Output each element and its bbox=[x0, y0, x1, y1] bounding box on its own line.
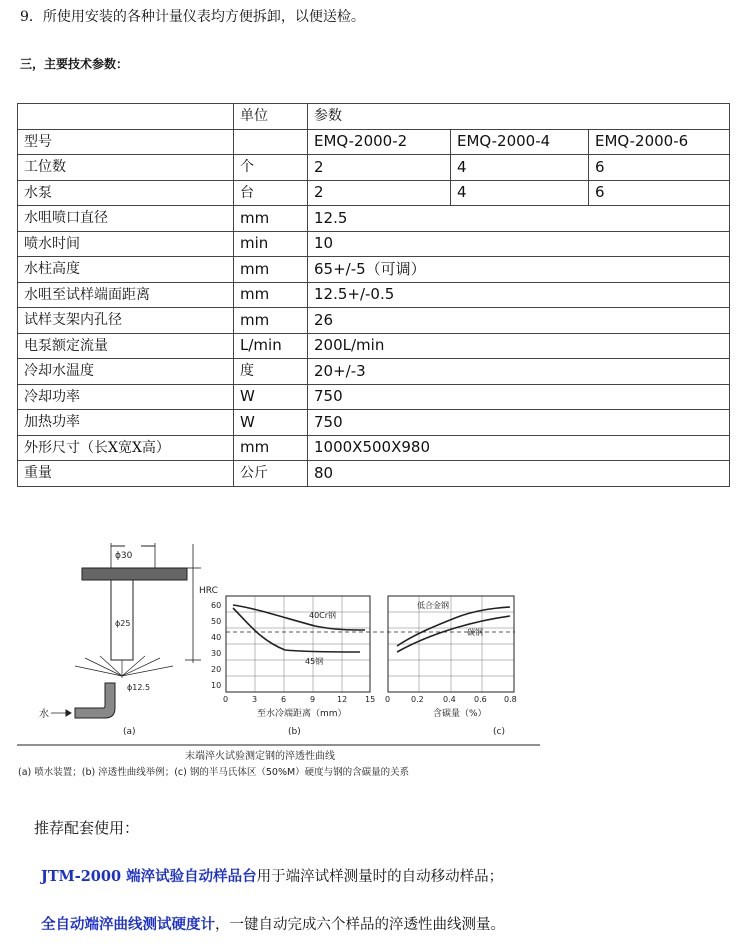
table-row bbox=[18, 231, 730, 257]
curve-carbon bbox=[397, 616, 510, 652]
table-row bbox=[18, 180, 730, 206]
table-cell: 6 bbox=[589, 180, 730, 206]
table-cell bbox=[234, 129, 308, 155]
caption-text: (a) 喷水装置；(b) 淬透性曲线举例；(c) 钢的半马氏体区（50%M）硬度与钢的含碳量的关系 bbox=[18, 767, 410, 778]
table-cell: 台 bbox=[234, 180, 308, 206]
table-row bbox=[18, 359, 730, 385]
curve-40cr bbox=[233, 605, 365, 630]
table-cell: 4 bbox=[451, 155, 589, 181]
table-cell: 水咀喷口直径 bbox=[18, 206, 234, 232]
table-cell: 重量 bbox=[18, 461, 234, 487]
table-cell: 2 bbox=[308, 155, 451, 181]
phi125-label: ϕ12.5 bbox=[127, 683, 151, 692]
xlabel-c: 含碳量（%） bbox=[433, 709, 487, 719]
y-tick: 10 bbox=[211, 681, 222, 690]
table-cell: EMQ-2000-2 bbox=[308, 129, 451, 155]
item-9-text: 9．所使用安装的各种计量仪表均方便拆卸，以便送检。 bbox=[20, 9, 365, 25]
product-link-hardness-tester[interactable]: 全自动端淬曲线测试硬度计 bbox=[41, 916, 215, 933]
table-cell: 电泵额定流量 bbox=[18, 333, 234, 359]
y-tick: 20 bbox=[211, 665, 222, 674]
carbon-content-chart bbox=[385, 596, 517, 737]
y-tick: 60 bbox=[211, 601, 222, 610]
table-row bbox=[18, 384, 730, 410]
table-cell: 1000X500X980 bbox=[308, 435, 730, 461]
table-cell: 2 bbox=[308, 180, 451, 206]
section-title: 三，主要技术参数： bbox=[20, 57, 129, 71]
table-row bbox=[18, 308, 730, 334]
x-tick: 12 bbox=[337, 695, 348, 704]
label-carbon: 碳钢 bbox=[467, 628, 483, 637]
table-cell: 冷却水温度 bbox=[18, 359, 234, 385]
x-tick: 6 bbox=[281, 695, 287, 704]
y-tick: 50 bbox=[211, 617, 222, 626]
table-cell: 参数 bbox=[308, 104, 730, 130]
table-cell: 工位数 bbox=[18, 155, 234, 181]
table-row bbox=[18, 410, 730, 436]
params-table bbox=[17, 103, 730, 487]
hardenability-chart bbox=[199, 586, 375, 737]
nozzle-pipe bbox=[75, 683, 115, 718]
table-row bbox=[18, 435, 730, 461]
table-cell: 外形尺寸（长X宽X高） bbox=[18, 435, 234, 461]
label-40cr: 40Cr钢 bbox=[309, 611, 337, 620]
phi25-label: ϕ25 bbox=[115, 619, 131, 628]
table-cell: L/min bbox=[234, 333, 308, 359]
table-cell: 个 bbox=[234, 155, 308, 181]
table-cell: 水泵 bbox=[18, 180, 234, 206]
label-45: 45钢 bbox=[305, 657, 324, 666]
curve-low-alloy bbox=[397, 607, 510, 646]
table-cell: mm bbox=[234, 257, 308, 283]
table-row bbox=[18, 155, 730, 181]
table-cell: 单位 bbox=[234, 104, 308, 130]
water-label: 水 bbox=[39, 709, 49, 720]
table-cell: 水柱高度 bbox=[18, 257, 234, 283]
table-cell: 65+/-5（可调） bbox=[308, 257, 730, 283]
table-cell: EMQ-2000-6 bbox=[589, 129, 730, 155]
hrc-label: HRC bbox=[199, 586, 218, 596]
x-tick: 15 bbox=[365, 695, 376, 704]
recommend-item-1-text: 用于端淬试样测量时的自动移动样品； bbox=[256, 869, 504, 885]
table-cell: 型号 bbox=[18, 129, 234, 155]
table-cell: W bbox=[234, 384, 308, 410]
x-tick: 3 bbox=[252, 695, 258, 704]
table-header-row bbox=[18, 104, 730, 130]
table-cell: 公斤 bbox=[234, 461, 308, 487]
table-cell: 度 bbox=[234, 359, 308, 385]
table-cell: 喷水时间 bbox=[18, 231, 234, 257]
phi30-label: ϕ30 bbox=[115, 551, 133, 561]
caption-title: 末端淬火试验测定钢的淬透性曲线 bbox=[185, 751, 335, 762]
recommend-item-2 bbox=[41, 913, 505, 934]
x-tick: 0.2 bbox=[411, 695, 424, 704]
xlabel-b: 至水冷端距离（mm） bbox=[257, 709, 347, 719]
y-tick: 40 bbox=[211, 633, 222, 642]
x-tick: 0.8 bbox=[504, 695, 517, 704]
table-cell bbox=[18, 104, 234, 130]
x-tick: 9 bbox=[310, 695, 316, 704]
recommend-heading: 推荐配套使用： bbox=[34, 819, 140, 837]
table-cell: 200L/min bbox=[308, 333, 730, 359]
table-row bbox=[18, 206, 730, 232]
table-cell: 试样支架内孔径 bbox=[18, 308, 234, 334]
table-cell: mm bbox=[234, 435, 308, 461]
table-cell: 10 bbox=[308, 231, 730, 257]
panel-a-label: (a) bbox=[123, 727, 136, 737]
table-row bbox=[18, 282, 730, 308]
table-cell: 20+/-3 bbox=[308, 359, 730, 385]
table-row bbox=[18, 129, 730, 155]
recommend-item-2-text: ，一键自动完成六个样品的淬透性曲线测量。 bbox=[215, 917, 505, 933]
table-cell: min bbox=[234, 231, 308, 257]
table-cell: W bbox=[234, 410, 308, 436]
table-cell: 750 bbox=[308, 410, 730, 436]
apparatus-diagram bbox=[39, 543, 201, 737]
end-quench-figure bbox=[15, 538, 545, 788]
table-row bbox=[18, 333, 730, 359]
table-cell: 水咀至试样端面距离 bbox=[18, 282, 234, 308]
y-tick: 30 bbox=[211, 649, 222, 658]
panel-c-label: (c) bbox=[493, 727, 505, 737]
table-cell: 12.5 bbox=[308, 206, 730, 232]
table-cell: mm bbox=[234, 206, 308, 232]
specimen-holder bbox=[82, 568, 187, 580]
table-cell: 80 bbox=[308, 461, 730, 487]
product-link-sample-table[interactable]: JTM-2000 端淬试验自动样品台 bbox=[41, 868, 257, 885]
x-tick: 0.4 bbox=[443, 695, 456, 704]
panel-b-label: (b) bbox=[288, 727, 301, 737]
table-cell: 26 bbox=[308, 308, 730, 334]
x-tick: 0 bbox=[223, 695, 229, 704]
x-tick: 0.6 bbox=[474, 695, 487, 704]
x-tick: 0 bbox=[385, 695, 391, 704]
table-cell: 6 bbox=[589, 155, 730, 181]
table-cell: EMQ-2000-4 bbox=[451, 129, 589, 155]
table-cell: mm bbox=[234, 282, 308, 308]
table-cell: 冷却功率 bbox=[18, 384, 234, 410]
table-row bbox=[18, 257, 730, 283]
table-row bbox=[18, 461, 730, 487]
label-low-alloy: 低合金钢 bbox=[417, 601, 449, 610]
table-cell: 12.5+/-0.5 bbox=[308, 282, 730, 308]
table-cell: 4 bbox=[451, 180, 589, 206]
recommend-item-1 bbox=[41, 865, 503, 886]
table-cell: 750 bbox=[308, 384, 730, 410]
table-cell: mm bbox=[234, 308, 308, 334]
table-cell: 加热功率 bbox=[18, 410, 234, 436]
